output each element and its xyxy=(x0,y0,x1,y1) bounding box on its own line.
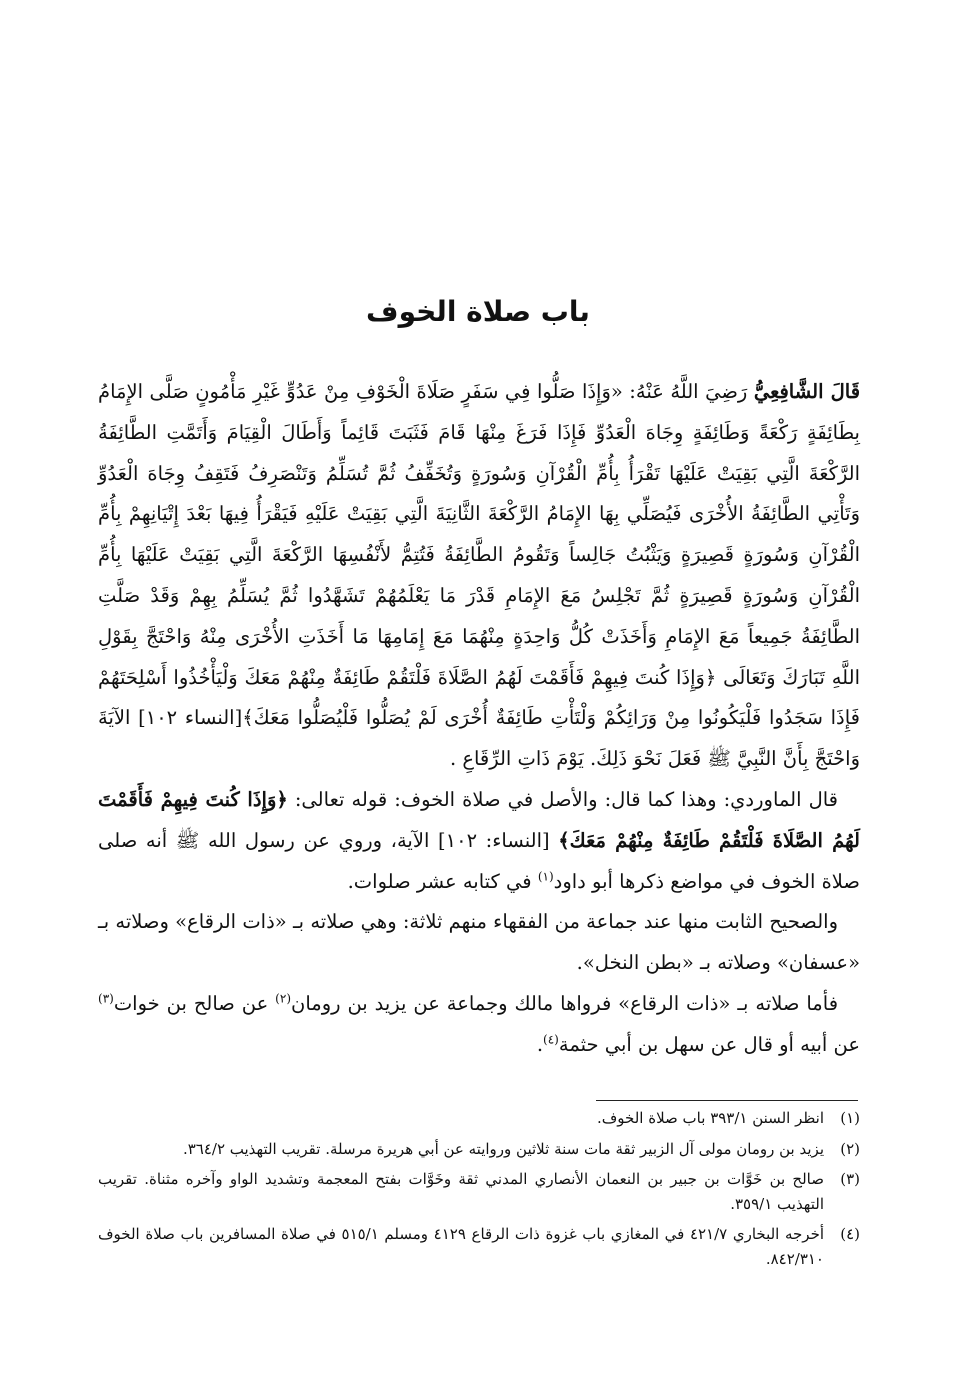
mawardi-after-verse: [النساء: ١٠٢] الآية، وروي عن رسول الله ﷺ أنه صلى صلاة الخوف في مواضع ذكرها أبو داود xyxy=(98,828,860,893)
footnote-text: أخرجه البخاري ٤٢١/٧ في المغازي باب غزوة ذات الرقاع ٤١٢٩ ومسلم ٥١٥/١ في صلاة المسافرين باب صلاة الخوف ٨٤٢/٣١٠. xyxy=(98,1225,825,1268)
mawardi-lead: قال الماوردي: وهذا كما قال: والأصل في صلاة الخوف: قوله تعالى: xyxy=(294,787,839,811)
shafii-text: رَضِيَ اللَّهُ عَنْهُ: «وَإِذَا صَلُّوا فِي سَفَرٍ صَلَاةَ الْخَوْفِ مِنْ عَدُوٍّ غَيْرِ مَأْمُونٍ صَلَّى الإِمَامُ بِطَائِفَةٍ رَكْعَةً وَطَائِفَةٍ وِجَاهَ الْعَدُوِّ فَإِذَا فَرَغَ مِنْهَا قَامَ فَثَبَتَ قَائِماً وَأَطَالَ الْقِيَامَ وَأَتَمَّتِ الطَّائِفَةُ الرَّكْعَةَ الَّتِي بَقِيَتْ عَلَيْهَا تَقْرَأُ بِأُمِّ الْقُرْآنِ وَسُورَةٍ وَتُخَفِّفُ ثُمَّ تُسَلِّمُ وَتَنْصَرِفُ فَتَقِفُ وِجَاهَ الْعَدُوِّ وَتَأْتِي الطَّائِفَةُ الأُخْرَى فَيُصَلِّي بِهَا الإِمَامُ الرَّكْعَةَ الثَّانِيَةَ الَّتِي بَقِيَتْ عَلَيْهِ فَيَقْرَأُ فِيهَا بَعْدَ إِتْيَانِهِمْ بِأُمِّ الْقُرْآنِ وَسُورَةٍ قَصِيرَةٍ وَيَثْبُتُ جَالِساً وَتَقُومُ الطَّائِفَةُ فَتُتِمُّ لأَنْفُسِهَا الرَّكْعَةَ الَّتِي بَقِيَتْ عَلَيْهَا بِأُمِّ الْقُرْآنِ وَسُورَةٍ قَصِيرَةٍ ثُمَّ تَجْلِسُ مَعَ الإِمَامِ قَدْرَ مَا يَعْلَمُهُمْ تَشَهَّدُوا ثُمَّ يُسَلِّمُ بِهِمْ وَقَدْ صَلَّتِ الطَّائِفَةُ جَمِيعاً مَعَ الإِمَامِ وَأَخَذَتْ كُلُّ وَاحِدَةٍ مِنْهُمَا مَعَ إِمَامِهَا مَا أَخَذَتِ الأُخْرَى مِنْهُ وَاحْتَجَّ بِقَوْلِ اللَّهِ تَبَارَكَ وَتَعَالَى ﴿وَإِذَا كُنتَ فِيهِمْ فَأَقَمْتَ لَهُمُ الصَّلَاةَ فَلْتَقُمْ طَائِفَةٌ مِنْهُمْ مَعَكَ وَلْيَأْخُذُوا أَسْلِحَتَهُمْ فَإِذَا سَجَدُوا فَلْيَكُونُوا مِنْ وَرَائِكُمْ وَلْتَأْتِ طَائِفَةٌ أُخْرَى لَمْ يُصَلُّوا فَلْيُصَلُّوا مَعَكَ﴾[النساء ١٠٢] الآيَةَ وَاحْتَجَّ بِأَنَّ النَّبِيَّ ﷺ فَعَلَ نَحْوَ ذَلِكَ. يَوْمَ ذَاتِ الرِّقَاعِ . xyxy=(98,380,860,771)
sahih-text: والصحيح الثابت منها عند جماعة من الفقهاء منهم ثلاثة: وهي صلاته بـ «ذات الرقاع» وصلاته بـ «عسفان» وصلاته بـ «بطن النخل». xyxy=(98,910,860,975)
footnote-item xyxy=(98,1167,860,1216)
shafii-paragraph xyxy=(98,372,860,780)
mawardi-end: في كتابه عشر صلوات. xyxy=(347,869,532,893)
footnote-item xyxy=(98,1137,860,1162)
footnote-ref-2[interactable]: (٢) xyxy=(275,991,291,1006)
dhat-riqa-text-b: عن صالح بن خوات xyxy=(113,991,269,1015)
footnote-divider xyxy=(596,1100,858,1101)
footnote-item xyxy=(98,1222,860,1271)
footnote-number: (٤) xyxy=(840,1225,860,1244)
sahih-paragraph xyxy=(98,902,860,984)
main-text xyxy=(98,372,860,1066)
chapter-title: باب صلاة الخوف xyxy=(366,295,590,328)
dhat-riqa-paragraph xyxy=(98,984,860,1066)
footnote-ref-4[interactable]: (٤) xyxy=(543,1032,559,1047)
footnote-ref-3[interactable]: (٣) xyxy=(98,991,114,1006)
footnote-number: (٢) xyxy=(840,1139,860,1158)
footnote-text: يزيد بن رومان مولى آل الزبير ثقة مات سنة ثلاثين وروايته عن أبي هريرة مرسلة. تقريب التهذيب ٣٦٤/٢. xyxy=(182,1139,824,1158)
mawardi-paragraph xyxy=(98,780,860,902)
footnotes xyxy=(98,1106,860,1278)
footnote-ref-1[interactable]: (١) xyxy=(537,869,554,884)
footnote-item xyxy=(98,1106,860,1131)
footnote-number: (١) xyxy=(840,1109,860,1127)
dhat-riqa-end: . xyxy=(536,1032,544,1056)
footnote-number: (٣) xyxy=(840,1170,860,1189)
dhat-riqa-text-a: فأما صلاته بـ «ذات الرقاع» فرواها مالك وجماعة عن يزيد بن رومان xyxy=(291,991,839,1015)
quran-verse: ﴿وَإِذَا كُنتَ فِيهِمْ فَأَقَمْتَ لَهُمُ الصَّلَاةَ فَلْتَقُمْ طَائِفَةٌ مِنْهُمْ مَعَكَ﴾ xyxy=(98,787,860,852)
speaker-name: قَالَ الشَّافِعِيُّ xyxy=(753,380,861,403)
footnote-text: انظر السنن ٣٩٣/١ باب صلاة الخوف. xyxy=(596,1109,824,1127)
dhat-riqa-text-c: عن أبيه أو قال عن سهل بن أبي حثمة xyxy=(558,1032,860,1056)
footnote-text: صالح بن خَوَّات بن جبير بن النعمان الأنصاري المدني ثقة وخَوَّات بفتح المعجمة وتشديد الواو وآخره مثناة. تقريب التهذيب ٣٥٩/١. xyxy=(98,1170,824,1213)
